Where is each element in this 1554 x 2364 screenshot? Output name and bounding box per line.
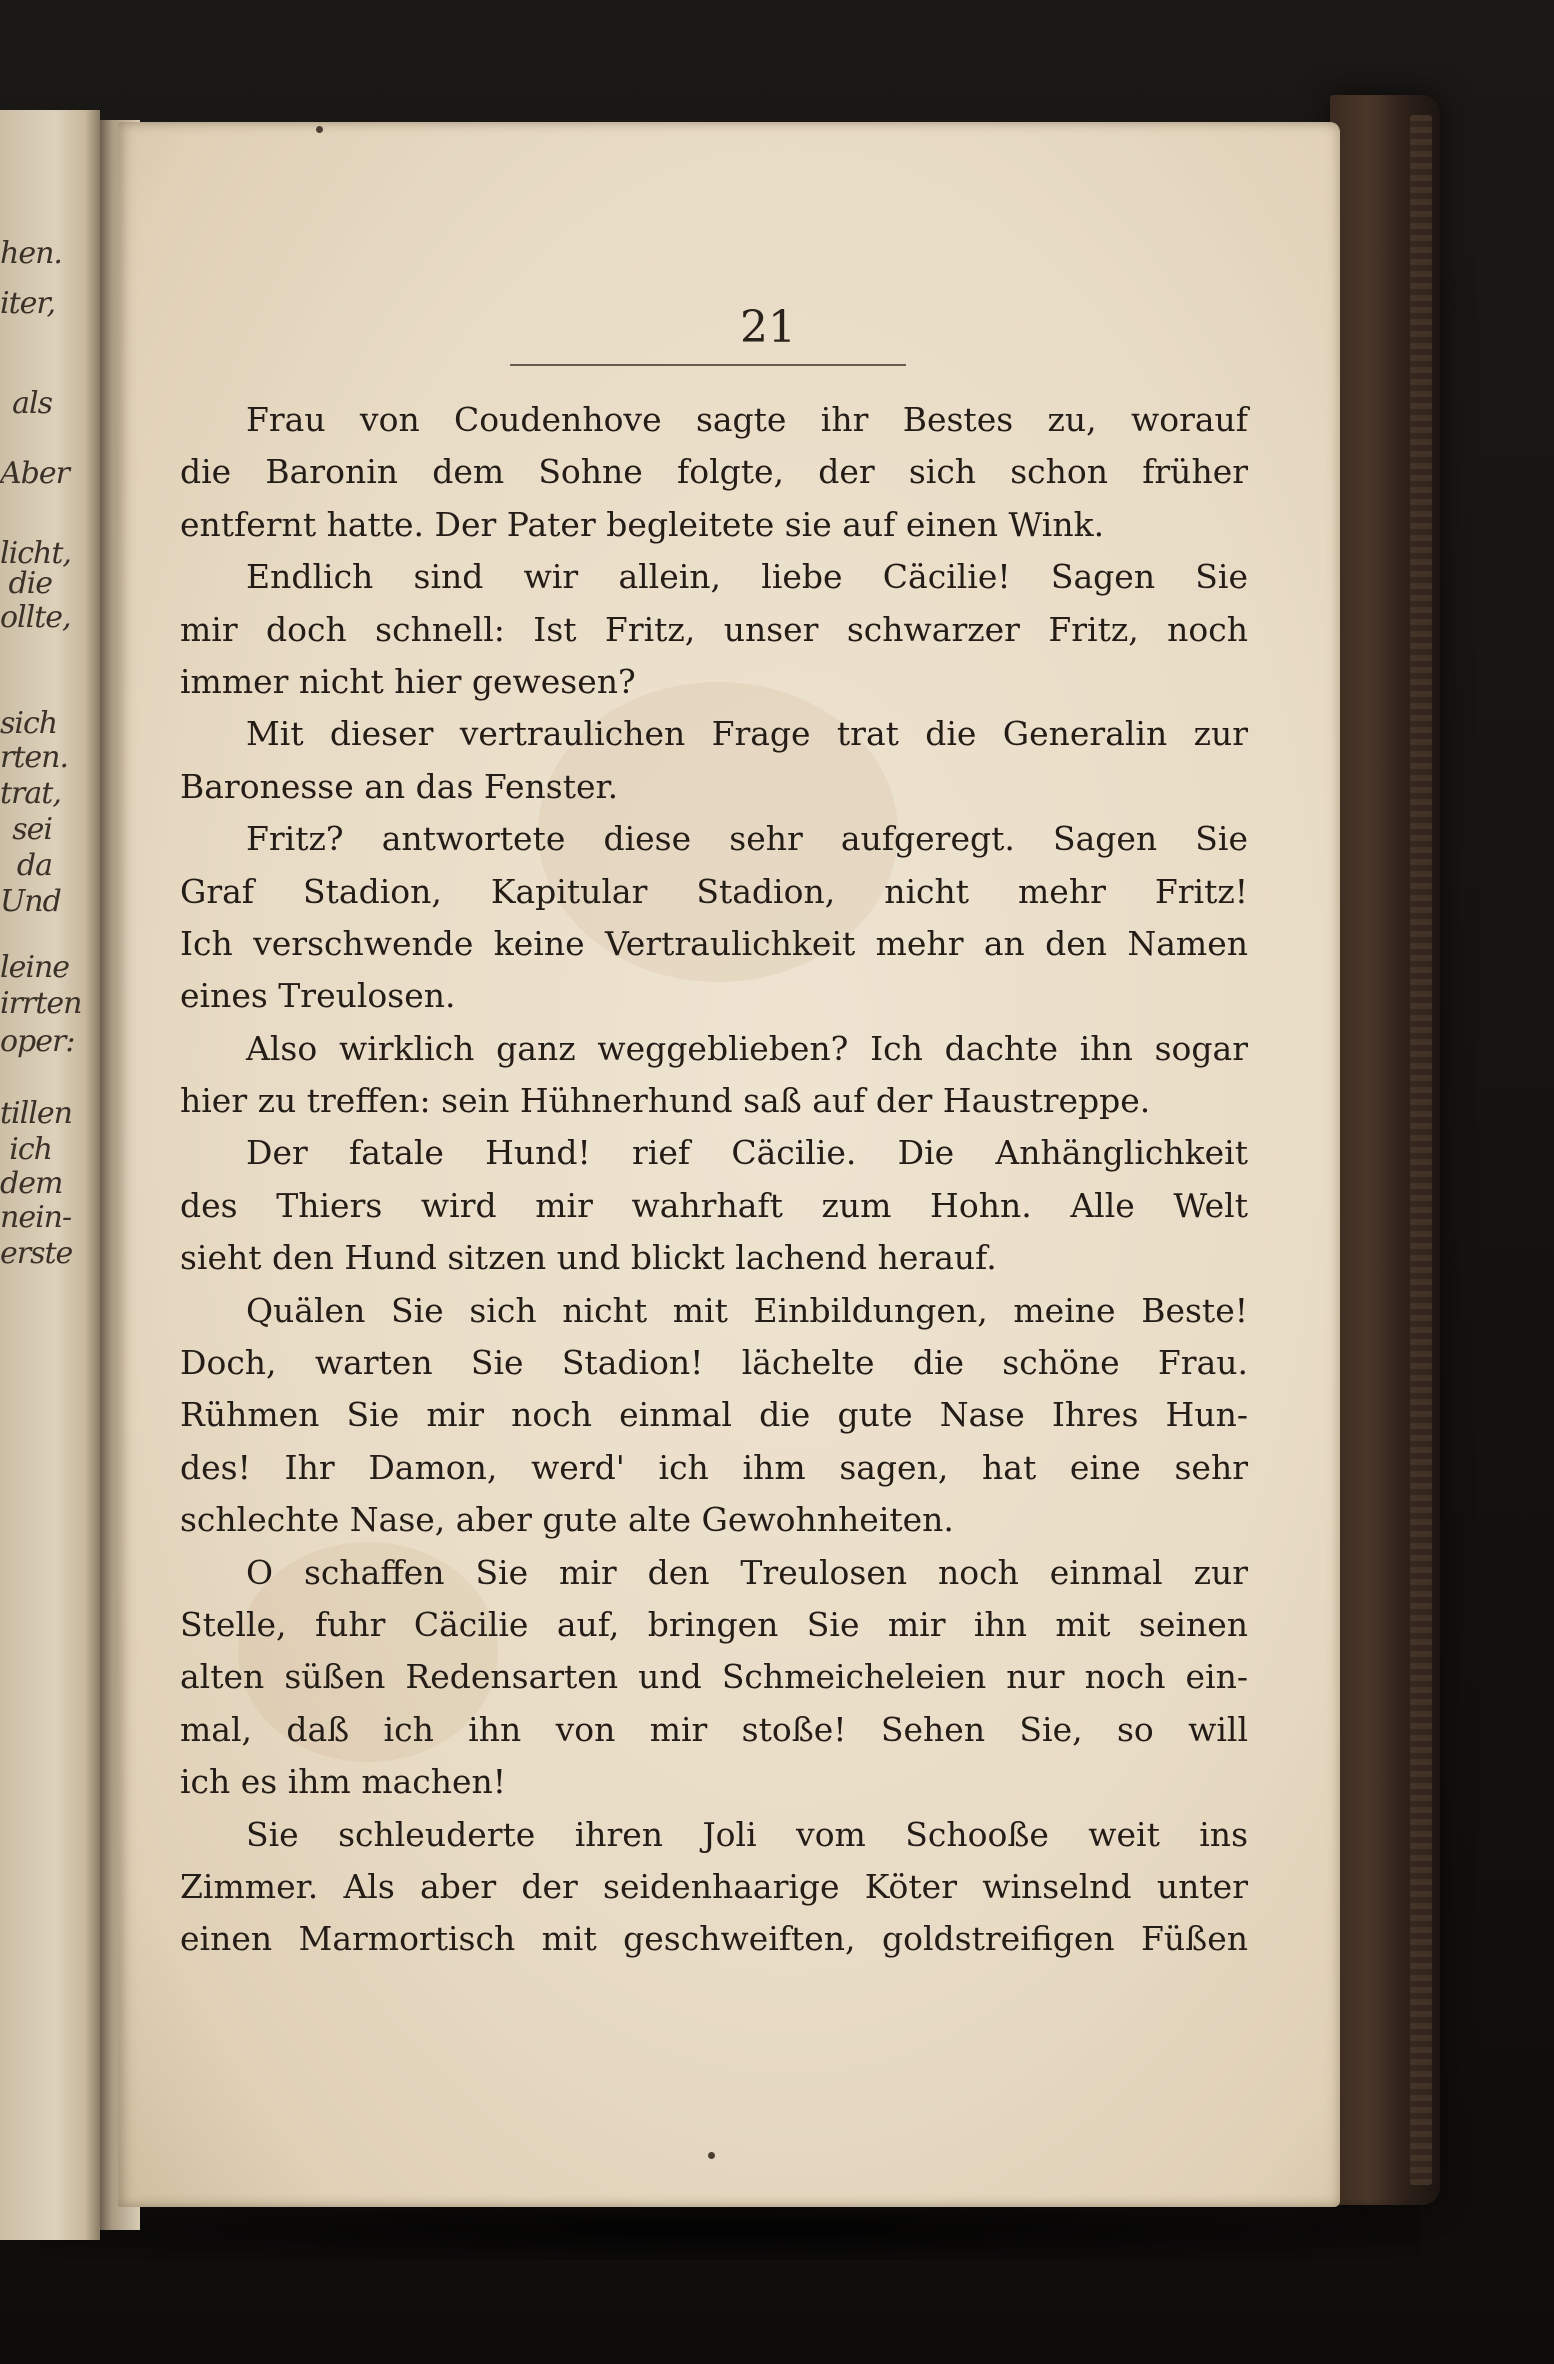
text-line: sieht den Hund sitzen und blickt lachend herauf. [180,1238,997,1278]
text-line: einen Marmortisch mit geschweiften, goldstreifigen Füßen [180,1919,1248,1959]
left-page-fragment: hen. [0,236,62,271]
text-line: Also wirklich ganz weggeblieben? Ich dachte ihn sogar [246,1028,1248,1068]
text-line: schlechte Nase, aber gute alte Gewohnheiten. [180,1500,954,1540]
text-line: Fritz? antwortete diese sehr aufgeregt. Sagen Sie [246,819,1248,859]
text-line: hier zu treffen: sein Hühnerhund saß auf der Haustreppe. [180,1081,1151,1121]
left-page-fragment: nein- [0,1200,72,1235]
page-shadow [40,2200,1420,2260]
left-page-fragment: sei [12,812,52,847]
left-page-fragment: trat, [0,776,61,811]
text-line: Doch, warten Sie Stadion! lächelte die schöne Frau. [180,1343,1248,1383]
left-page-fragment: tillen [0,1096,72,1131]
left-facing-page [0,110,100,2240]
left-page-fragment: ich [9,1132,52,1167]
body-text [180,394,1248,1966]
book-cover-edge [1330,95,1440,2205]
text-line: mal, daß ich ihn von mir stoße! Sehen Sie, so will [180,1709,1248,1749]
text-line: Graf Stadion, Kapitular Stadion, nicht mehr Fritz! [180,871,1248,911]
text-line: alten süßen Redensarten und Schmeicheleien nur noch ein- [180,1657,1248,1697]
paper-speck [708,2152,715,2159]
text-line: Baronesse an das Fenster. [180,766,619,806]
text-line: Endlich sind wir allein, liebe Cäcilie! Sagen Sie [246,557,1248,597]
text-line: Quälen Sie sich nicht mit Einbildungen, meine Beste! [246,1290,1248,1330]
text-line: ich es ihm machen! [180,1762,507,1802]
left-page-fragment: als [12,386,52,421]
left-page-fragment: da [16,848,52,883]
left-page-fragment: iter, [0,286,55,321]
text-line: entfernt hatte. Der Pater begleitete sie auf einen Wink. [180,504,1105,544]
text-line: Rühmen Sie mir noch einmal die gute Nase Ihres Hun- [180,1395,1248,1435]
text-line: Zimmer. Als aber der seidenhaarige Köter winselnd unter [180,1866,1248,1906]
left-page-fragment: dem [0,1166,63,1201]
text-line: Der fatale Hund! rief Cäcilie. Die Anhänglichkeit [246,1133,1248,1173]
left-page-fragment: ollte, [0,600,71,635]
left-page-fragment: licht, [0,536,71,571]
text-line: immer nicht hier gewesen? [180,661,636,701]
paper-speck [316,126,323,133]
left-page-fragment: rten. [0,740,69,775]
text-line: die Baronin dem Sohne folgte, der sich schon früher [180,452,1248,492]
right-page [118,122,1340,2207]
left-page-fragment: oper: [0,1024,75,1059]
text-line: des! Ihr Damon, werd' ich ihm sagen, hat eine sehr [180,1447,1248,1487]
text-line: O schaffen Sie mir den Treulosen noch einmal zur [246,1552,1248,1592]
text-line: eines Treulosen. [180,976,456,1016]
text-line: Frau von Coudenhove sagte ihr Bestes zu, worauf [246,400,1248,439]
text-line: Mit dieser vertraulichen Frage trat die Generalin zur [246,714,1248,754]
text-line: Stelle, fuhr Cäcilie auf, bringen Sie mir ihn mit seinen [180,1604,1248,1644]
text-line: mir doch schnell: Ist Fritz, unser schwarzer Fritz, noch [180,609,1248,649]
left-page-fragment: die [8,566,52,601]
text-line: des Thiers wird mir wahrhaft zum Hohn. Alle Welt [180,1185,1248,1225]
text-line: Ich verschwende keine Vertraulichkeit mehr an den Namen [180,923,1248,963]
left-page-fragment: sich [0,706,58,741]
left-page-fragment: Und [0,884,61,919]
left-page-fragment: Aber [0,456,69,491]
left-page-fragment: leine [0,950,70,985]
left-page-fragment: erste [0,1236,73,1271]
page-number: 21 [740,302,796,353]
text-line: Sie schleuderte ihren Joli vom Schooße weit ins [246,1814,1248,1854]
header-rule [510,364,906,366]
left-page-fragment: irrten [0,986,82,1021]
